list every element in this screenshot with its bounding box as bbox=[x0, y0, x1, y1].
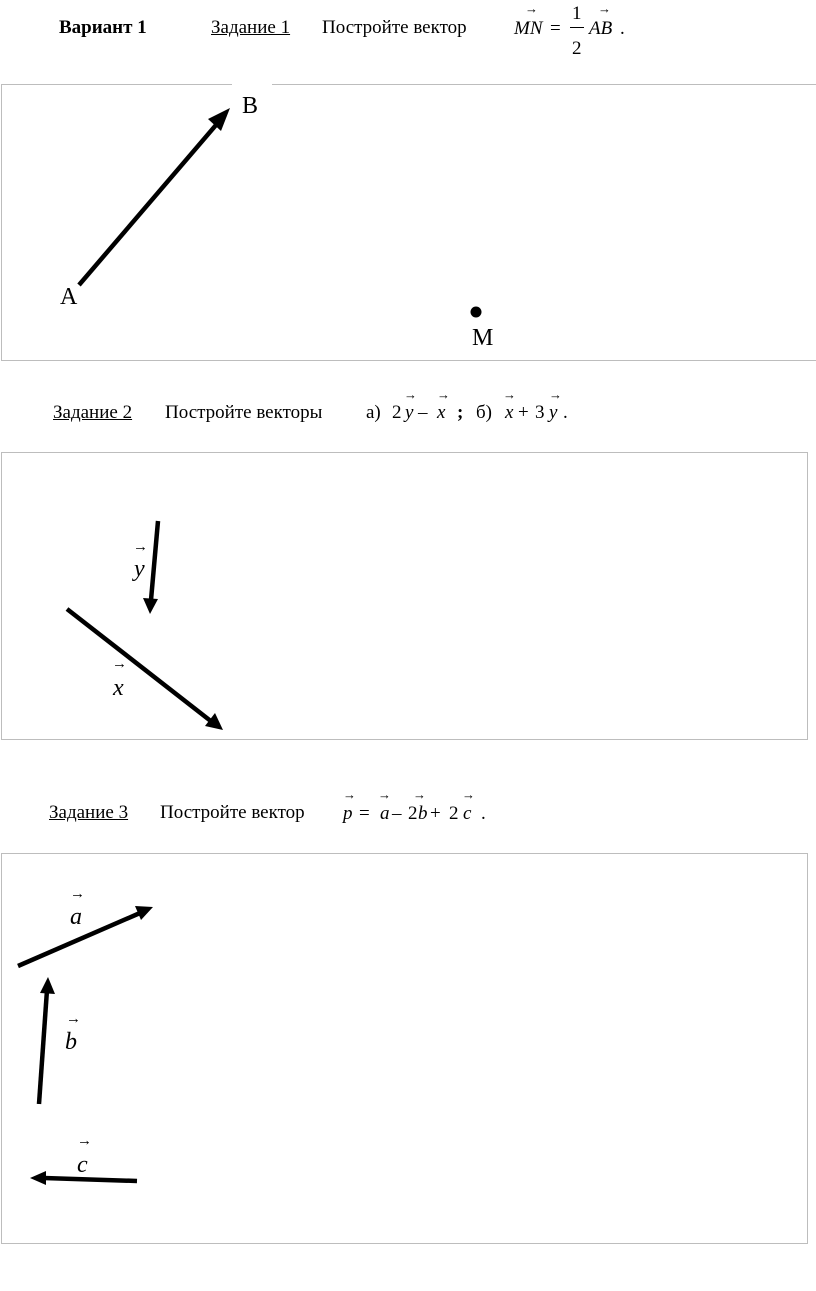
vector-arrow-icon: → bbox=[133, 539, 148, 555]
task2-part-b: б) bbox=[476, 402, 492, 423]
label-a: A bbox=[60, 284, 78, 310]
task2-text: Постройте векторы bbox=[165, 402, 323, 423]
task2-b-coef: 3 bbox=[535, 402, 545, 423]
task3-eq: = bbox=[359, 803, 370, 824]
task3-p: p bbox=[343, 803, 353, 824]
task2-label: Задание 2 bbox=[53, 402, 133, 423]
task1-formula-mn: MN bbox=[514, 18, 543, 39]
label-c-vec: c bbox=[77, 1152, 88, 1178]
task1-formula-den: 2 bbox=[572, 38, 582, 59]
task1-formula-num: 1 bbox=[572, 3, 582, 24]
task1-label: Задание 1 bbox=[211, 17, 291, 38]
label-m: M bbox=[472, 325, 494, 351]
label-a-vec: a bbox=[70, 904, 82, 930]
vector-arrow-icon: → bbox=[549, 387, 562, 402]
vector-arrow-icon: → bbox=[404, 387, 417, 402]
task2-part-a: а) bbox=[366, 402, 381, 423]
task2-b-op: + bbox=[518, 402, 529, 423]
task3-c: c bbox=[463, 803, 472, 824]
task3-period: . bbox=[481, 803, 486, 824]
task2-a-coef: 2 bbox=[392, 402, 402, 423]
label-b-vec: b bbox=[65, 1029, 77, 1055]
task3-op2: + bbox=[430, 803, 441, 824]
label-y: y bbox=[134, 556, 145, 582]
vector-arrow-icon: → bbox=[413, 787, 426, 802]
task3-op1: – bbox=[392, 803, 402, 824]
task1-formula-eq: = bbox=[550, 18, 561, 39]
task1-text: Постройте вектор bbox=[322, 17, 467, 38]
task2-b-v2: y bbox=[549, 402, 558, 423]
task3-a: a bbox=[380, 803, 390, 824]
vector-arrow-icon: → bbox=[66, 1011, 81, 1027]
vector-arrow-icon: → bbox=[378, 787, 391, 802]
task3-coef1: 2 bbox=[408, 803, 418, 824]
task1-formula-period: . bbox=[620, 18, 625, 39]
label-x: x bbox=[113, 675, 124, 701]
task3-b: b bbox=[418, 803, 428, 824]
task3-text: Постройте вектор bbox=[160, 802, 305, 823]
vector-arrow-icon: → bbox=[598, 1, 611, 16]
vector-arrow-icon: → bbox=[437, 387, 450, 402]
vector-arrow-icon: → bbox=[462, 787, 475, 802]
task2-a-op: – bbox=[418, 402, 428, 423]
label-b: B bbox=[242, 93, 259, 119]
vector-c-arrowhead bbox=[30, 1171, 46, 1185]
task2-b-v1: x bbox=[505, 402, 514, 423]
task1-formula-ab: AB bbox=[589, 18, 613, 39]
vector-b bbox=[39, 990, 47, 1104]
task3-coef2: 2 bbox=[449, 803, 459, 824]
vector-c bbox=[44, 1178, 137, 1181]
vector-b-arrowhead bbox=[40, 977, 55, 994]
task2-a-sep: ; bbox=[457, 402, 464, 423]
vector-arrow-icon: → bbox=[70, 886, 85, 902]
vector-arrow-icon: → bbox=[77, 1133, 92, 1149]
vector-arrow-icon: → bbox=[112, 656, 127, 672]
task3-label: Задание 3 bbox=[49, 802, 129, 823]
vector-arrow-icon: → bbox=[525, 1, 538, 16]
vector-arrow-icon: → bbox=[343, 787, 356, 802]
vector-arrow-icon: → bbox=[503, 387, 516, 402]
task2-a-v1: y bbox=[405, 402, 414, 423]
task2-a-v2: x bbox=[437, 402, 446, 423]
variant-title: Вариант 1 bbox=[59, 17, 147, 38]
task2-b-period: . bbox=[563, 402, 568, 423]
